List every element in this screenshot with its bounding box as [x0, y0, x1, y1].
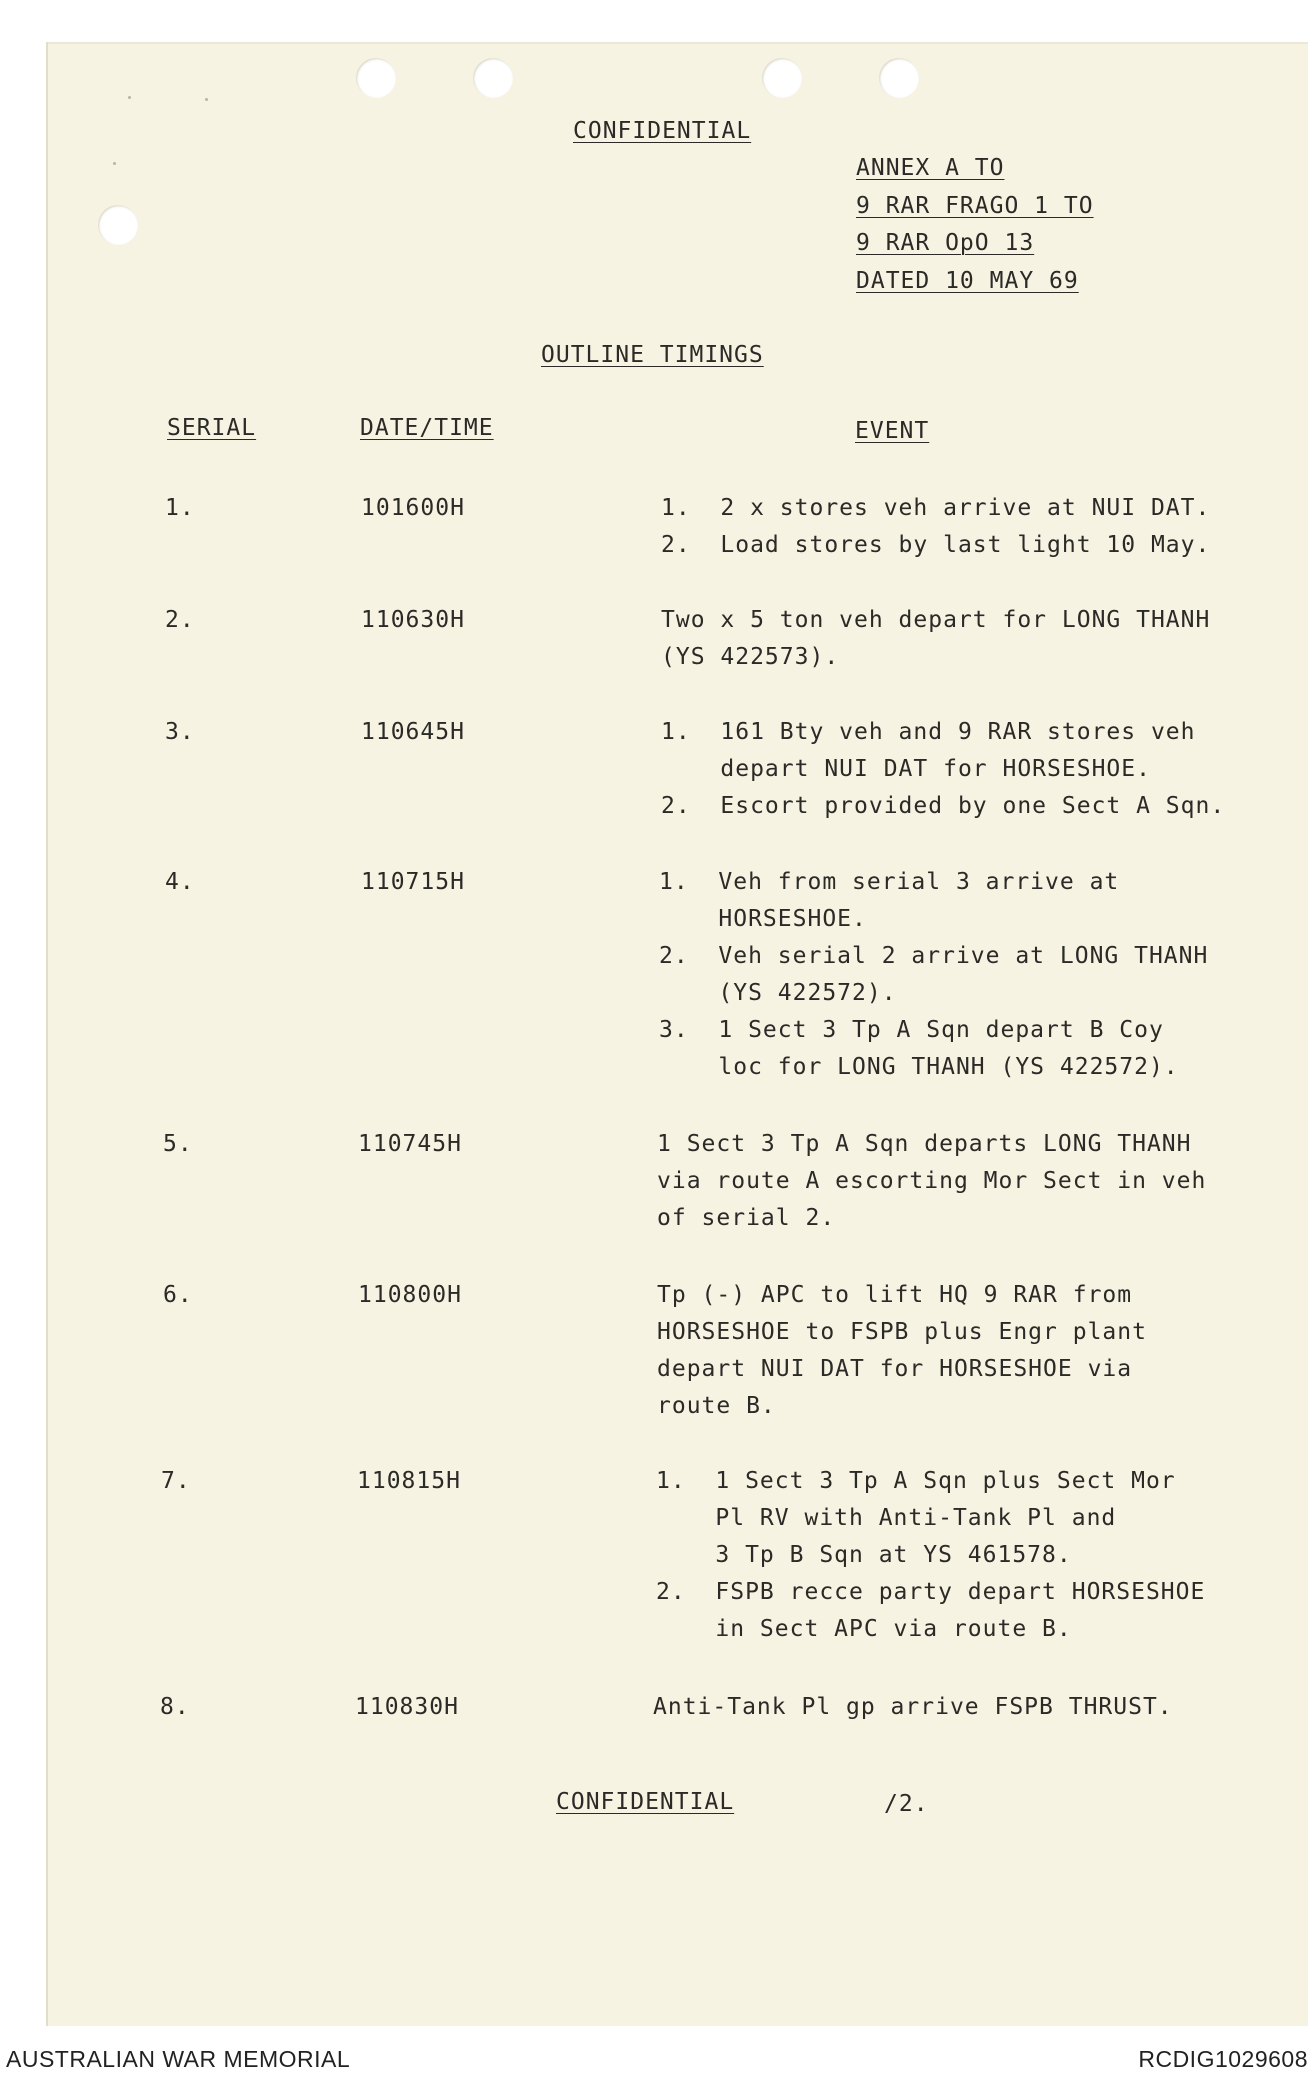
annex-line: DATED 10 MAY 69: [856, 268, 1079, 294]
datetime-cell: 110745H: [358, 1131, 462, 1157]
datetime-cell: 110800H: [358, 1282, 462, 1308]
datetime-cell: 110715H: [361, 869, 465, 895]
archive-item-id: RCDIG1029608: [1138, 2046, 1308, 2072]
event-line: 2. Veh serial 2 arrive at LONG THANH: [659, 943, 1209, 969]
datetime-cell: 110815H: [357, 1468, 461, 1494]
event-cell: [657, 1277, 1147, 1425]
event-line: Anti-Tank Pl gp arrive FSPB THRUST.: [653, 1694, 1173, 1720]
punch-hole: [356, 58, 396, 98]
event-line: 3 Tp B Sqn at YS 461578.: [656, 1542, 1072, 1568]
event-line: (YS 422573).: [661, 644, 840, 670]
column-header-event: EVENT: [855, 418, 930, 444]
annex-line: ANNEX A TO: [856, 155, 1005, 181]
event-line: Two x 5 ton veh depart for LONG THANH: [661, 607, 1211, 633]
event-cell: [657, 1126, 1206, 1237]
event-cell: [661, 490, 1210, 564]
datetime-cell: 101600H: [361, 495, 465, 521]
datetime-cell: 110830H: [355, 1694, 459, 1720]
event-cell: [653, 1689, 1173, 1726]
serial-cell: 7.: [161, 1468, 191, 1494]
event-line: 1. 1 Sect 3 Tp A Sqn plus Sect Mor: [656, 1468, 1176, 1494]
event-line: (YS 422572).: [659, 980, 897, 1006]
event-line: via route A escorting Mor Sect in veh: [657, 1168, 1207, 1194]
annex-line: 9 RAR OpO 13: [856, 230, 1035, 256]
event-line: depart NUI DAT for HORSESHOE.: [661, 756, 1151, 782]
event-line: HORSESHOE to FSPB plus Engr plant: [657, 1319, 1147, 1345]
datetime-cell: 110645H: [361, 719, 465, 745]
event-line: loc for LONG THANH (YS 422572).: [659, 1054, 1179, 1080]
event-line: route B.: [657, 1393, 776, 1419]
paper-speck: [205, 98, 208, 101]
event-line: Pl RV with Anti-Tank Pl and: [656, 1505, 1117, 1531]
event-cell: [659, 864, 1208, 1086]
paper-speck: [128, 96, 131, 99]
column-header-serial: SERIAL: [167, 415, 257, 441]
event-cell: [661, 714, 1225, 825]
event-line: 1. Veh from serial 3 arrive at: [659, 869, 1120, 895]
event-line: 2. FSPB recce party depart HORSESHOE: [656, 1579, 1206, 1605]
event-line: 1. 2 x stores veh arrive at NUI DAT.: [661, 495, 1211, 521]
page-continuation: /2.: [884, 1791, 929, 1817]
event-line: 3. 1 Sect 3 Tp A Sqn depart B Coy: [659, 1017, 1164, 1043]
event-cell: [661, 602, 1210, 676]
serial-cell: 1.: [165, 495, 195, 521]
annex-line: 9 RAR FRAGO 1 TO: [856, 193, 1094, 219]
classification-top: CONFIDENTIAL: [573, 118, 752, 144]
page-title: OUTLINE TIMINGS: [541, 342, 764, 368]
serial-cell: 8.: [160, 1694, 190, 1720]
event-line: HORSESHOE.: [659, 906, 867, 932]
event-line: in Sect APC via route B.: [656, 1616, 1072, 1642]
datetime-cell: 110630H: [361, 607, 465, 633]
punch-hole: [762, 58, 802, 98]
event-cell: [656, 1463, 1205, 1648]
serial-cell: 3.: [165, 719, 195, 745]
serial-cell: 6.: [163, 1282, 193, 1308]
punch-hole: [98, 205, 138, 245]
punch-hole: [879, 58, 919, 98]
event-line: Tp (-) APC to lift HQ 9 RAR from: [657, 1282, 1133, 1308]
serial-cell: 2.: [165, 607, 195, 633]
serial-cell: 4.: [165, 869, 195, 895]
event-line: 1. 161 Bty veh and 9 RAR stores veh: [661, 719, 1196, 745]
classification-bottom: CONFIDENTIAL: [556, 1789, 735, 1815]
event-line: of serial 2.: [657, 1205, 836, 1231]
paper-speck: [113, 162, 116, 165]
serial-cell: 5.: [163, 1131, 193, 1157]
event-line: 2. Escort provided by one Sect A Sqn.: [661, 793, 1226, 819]
event-line: 1 Sect 3 Tp A Sqn departs LONG THANH: [657, 1131, 1192, 1157]
punch-hole: [473, 58, 513, 98]
event-line: 2. Load stores by last light 10 May.: [661, 532, 1211, 558]
archive-institution: AUSTRALIAN WAR MEMORIAL: [6, 2046, 351, 2072]
event-line: depart NUI DAT for HORSESHOE via: [657, 1356, 1133, 1382]
column-header-datetime: DATE/TIME: [360, 415, 494, 441]
